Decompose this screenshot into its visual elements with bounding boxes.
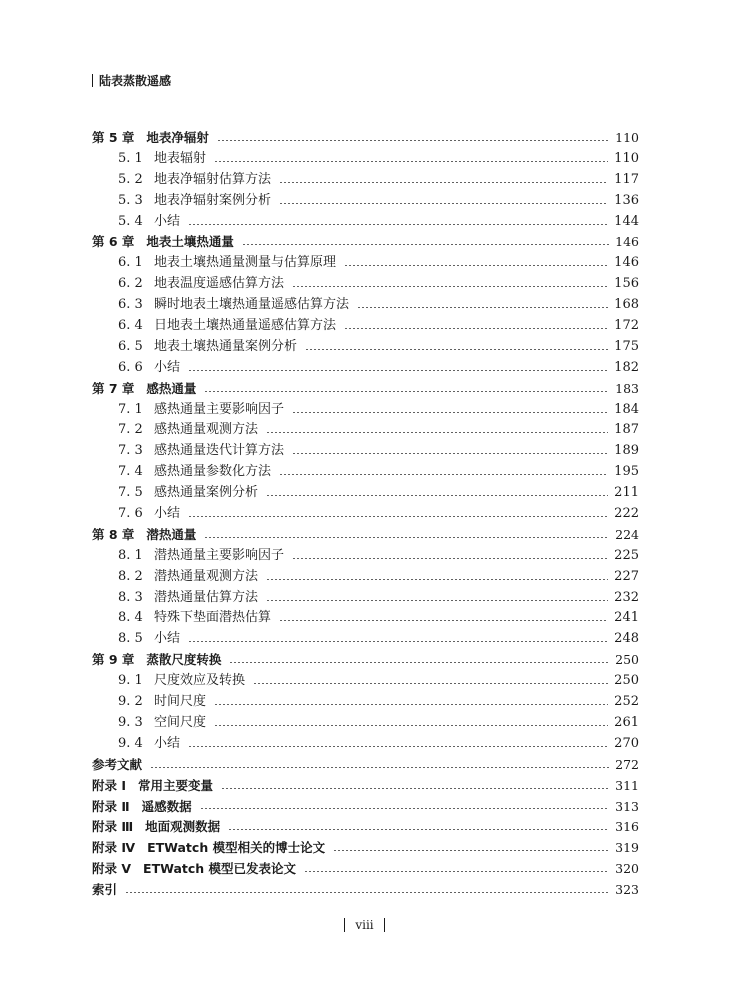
table-of-contents [92,128,639,901]
toc-section-entry[interactable] [92,441,639,462]
toc-section-entry[interactable] [92,420,639,441]
toc-entry-title: 小结 [154,506,181,522]
toc-entry-page: 261 [614,714,639,730]
toc-entry-title: 感热通量参数化方法 [154,464,272,480]
toc-entry-number: 5. 4 [118,213,143,229]
dot-leader [229,662,609,663]
toc-entry-page: 144 [614,213,639,229]
toc-entry-title: 小结 [154,359,181,375]
toc-entry-number: 9. 2 [118,694,143,710]
toc-entry-number: 6. 6 [118,359,143,375]
toc-chapter-entry[interactable] [92,650,639,671]
toc-entry-page: 270 [614,735,639,751]
dot-leader [266,600,608,601]
toc-entry-title: 感热通量案例分析 [154,485,259,501]
toc-entry-page: 117 [614,171,639,187]
toc-section-entry[interactable] [92,191,639,212]
toc-entry-title: ETWatch 模型已发表论文 [143,861,297,877]
toc-section-entry[interactable] [92,567,639,588]
toc-entry-page: 272 [615,756,639,772]
toc-entry-title: 感热通量观测方法 [154,422,259,438]
dot-leader [188,746,608,747]
toc-entry-page: 136 [614,192,639,208]
toc-entry-page: 323 [615,882,639,898]
toc-section-entry[interactable] [92,337,639,358]
dot-leader [125,892,609,893]
dot-leader [214,725,608,726]
toc-chapter-entry[interactable] [92,128,639,149]
toc-entry-title: 地面观测数据 [145,819,221,835]
toc-entry-page: 311 [615,777,639,793]
dot-leader [266,579,608,580]
toc-entry-title: 潜热通量估算方法 [154,589,259,605]
dot-leader [292,453,608,454]
toc-chapter-entry[interactable] [92,379,639,400]
toc-entry-number: 6. 5 [118,338,143,354]
toc-entry-number: 6. 2 [118,276,143,292]
toc-section-entry[interactable] [92,358,639,379]
toc-entry-number: 9. 1 [118,673,143,689]
toc-entry-title: 特殊下垫面潜热估算 [154,610,272,626]
toc-entry-page: 187 [614,422,639,438]
toc-section-entry[interactable] [92,149,639,170]
toc-entry-page: 320 [615,861,639,877]
toc-entry-number: 7. 4 [118,464,143,480]
toc-entry-page: 189 [614,443,639,459]
toc-entry-page: 182 [614,359,639,375]
dot-leader [279,203,608,204]
toc-entry-title: 常用主要变量 [138,777,214,793]
toc-entry-title: ETWatch 模型相关的博士论文 [147,840,326,856]
toc-entry-title: 潜热通量 [146,526,197,542]
toc-chapter-entry[interactable] [92,525,639,546]
toc-entry-page: 195 [614,464,639,480]
toc-entry-title: 蒸散尺度转换 [146,652,222,668]
toc-section-entry[interactable] [92,692,639,713]
toc-chapter-entry[interactable] [92,838,639,859]
toc-entry-page: 241 [614,610,639,626]
toc-entry-number: 9. 4 [118,735,143,751]
toc-entry-title: 感热通量迭代计算方法 [154,443,285,459]
toc-entry-title: 地表土壤热通量测量与估算原理 [154,255,337,271]
toc-entry-title: 日地表土壤热通量遥感估算方法 [154,318,337,334]
toc-section-entry[interactable] [92,462,639,483]
toc-entry-number: 附录 Ⅴ [92,861,132,877]
toc-chapter-entry[interactable] [92,776,639,797]
dot-leader [217,140,609,141]
toc-entry-page: 232 [614,589,639,605]
toc-chapter-entry[interactable] [92,232,639,253]
dot-leader [214,704,608,705]
toc-chapter-entry[interactable] [92,755,639,776]
toc-entry-title: 小结 [154,735,181,751]
dot-leader [253,683,608,684]
toc-section-entry[interactable] [92,483,639,504]
toc-entry-page: 168 [614,297,639,313]
dot-leader [204,391,609,392]
header-rule [92,74,93,87]
toc-entry-number: 7. 2 [118,422,143,438]
toc-entry-page: 222 [614,506,639,522]
dot-leader [266,432,608,433]
toc-entry-number: 第 6 章 [92,234,135,250]
dot-leader [188,516,608,517]
toc-entry-page: 313 [615,798,639,814]
toc-entry-title: 地表净辐射估算方法 [154,171,272,187]
dot-leader [344,265,608,266]
dot-leader [214,161,608,162]
toc-entry-title: 空间尺度 [154,714,207,730]
toc-entry-number: 附录 Ⅲ [92,819,134,835]
toc-entry-title: 小结 [154,631,181,647]
dot-leader [305,349,608,350]
toc-entry-page: 316 [615,819,639,835]
toc-entry-number: 附录 Ⅳ [92,840,136,856]
toc-entry-number: 7. 1 [118,401,143,417]
toc-entry-number: 第 9 章 [92,652,135,668]
toc-entry-page: 319 [615,840,639,856]
toc-entry-page: 110 [615,130,639,145]
dot-leader [188,370,608,371]
toc-entry-title: 地表温度遥感估算方法 [154,276,285,292]
toc-entry-title: 瞬时地表土壤热通量遥感估算方法 [154,297,350,313]
toc-entry-title: 时间尺度 [154,694,207,710]
toc-entry-title: 地表净辐射案例分析 [154,192,272,208]
dot-leader [266,495,608,496]
dot-leader [188,224,608,225]
toc-entry-number: 5. 3 [118,192,143,208]
toc-section-entry[interactable] [92,400,639,421]
dot-leader [279,474,608,475]
dot-leader [292,558,608,559]
dot-leader [292,412,608,413]
toc-section-entry[interactable] [92,546,639,567]
dot-leader [188,641,608,642]
toc-entry-number: 8. 3 [118,589,143,605]
running-title: 陆表蒸散遥感 [99,74,172,88]
toc-section-entry[interactable] [92,170,639,191]
toc-entry-page: 156 [614,276,639,292]
toc-entry-number: 9. 3 [118,714,143,730]
toc-entry-number: 5. 2 [118,171,143,187]
dot-leader [292,286,608,287]
dot-leader [221,788,609,789]
toc-section-entry[interactable] [92,253,639,274]
toc-section-entry[interactable] [92,588,639,609]
toc-entry-page: 110 [614,150,639,166]
dot-leader [333,850,609,851]
folio-left-rule [344,918,345,932]
toc-entry-page: 146 [614,255,639,271]
toc-entry-number: 8. 2 [118,568,143,584]
toc-section-entry[interactable] [92,212,639,233]
toc-entry-page: 184 [614,401,639,417]
dot-leader [279,182,608,183]
toc-section-entry[interactable] [92,671,639,692]
toc-entry-title: 参考文献 [92,756,143,772]
toc-chapter-entry[interactable] [92,797,639,818]
dot-leader [200,808,610,809]
toc-entry-page: 146 [615,234,639,250]
toc-entry-number: 第 7 章 [92,380,135,396]
toc-entry-title: 地表土壤热通量 [146,234,234,250]
dot-leader [242,244,609,245]
dot-leader [228,829,609,830]
toc-entry-page: 250 [615,652,639,668]
toc-entry-title: 潜热通量观测方法 [154,568,259,584]
toc-entry-number: 6. 4 [118,318,143,334]
toc-entry-number: 7. 6 [118,506,143,522]
toc-entry-page: 252 [614,694,639,710]
toc-entry-page: 227 [614,568,639,584]
toc-section-entry[interactable] [92,316,639,337]
toc-entry-number: 第 5 章 [92,130,135,145]
page-folio [0,918,729,935]
toc-entry-page: 211 [614,485,639,501]
toc-section-entry[interactable] [92,713,639,734]
toc-chapter-entry[interactable] [92,880,639,901]
dot-leader [357,307,608,308]
toc-entry-number: 附录 Ⅱ [92,798,130,814]
folio-right-rule [384,918,385,932]
toc-entry-page: 183 [615,380,639,396]
toc-entry-page: 172 [614,318,639,334]
toc-entry-number: 7. 3 [118,443,143,459]
toc-section-entry[interactable] [92,629,639,650]
toc-section-entry[interactable] [92,734,639,755]
toc-entry-number: 第 8 章 [92,526,135,542]
toc-entry-title: 潜热通量主要影响因子 [154,547,285,563]
toc-entry-number: 6. 1 [118,255,143,271]
toc-entry-title: 感热通量 [146,380,197,396]
toc-entry-title: 地表净辐射 [146,130,209,145]
toc-entry-title: 地表辐射 [154,150,207,166]
toc-entry-page: 225 [614,547,639,563]
dot-leader [204,537,609,538]
toc-chapter-entry[interactable] [92,817,639,838]
toc-entry-title: 遥感数据 [141,798,192,814]
toc-entry-number: 7. 5 [118,485,143,501]
toc-entry-number: 附录 Ⅰ [92,777,127,793]
toc-entry-title: 索引 [92,882,118,898]
toc-entry-number: 8. 1 [118,547,143,563]
dot-leader [150,767,609,768]
toc-entry-page: 250 [614,673,639,689]
toc-entry-title: 地表土壤热通量案例分析 [154,338,298,354]
toc-section-entry[interactable] [92,504,639,525]
toc-entry-number: 6. 3 [118,297,143,313]
toc-entry-number: 8. 4 [118,610,143,626]
toc-entry-page: 248 [614,631,639,647]
toc-section-entry[interactable] [92,274,639,295]
toc-entry-page: 224 [615,526,639,542]
toc-entry-title: 小结 [154,213,181,229]
toc-entry-title: 感热通量主要影响因子 [154,401,285,417]
dot-leader [304,871,609,872]
dot-leader [344,328,608,329]
toc-entry-number: 8. 5 [118,631,143,647]
toc-entry-page: 175 [614,338,639,354]
running-head [92,72,171,89]
toc-section-entry[interactable] [92,608,639,629]
dot-leader [279,620,608,621]
toc-entry-number: 5. 1 [118,150,143,166]
toc-section-entry[interactable] [92,295,639,316]
folio-number: viii [355,918,374,932]
toc-entry-title: 尺度效应及转换 [154,673,246,689]
toc-chapter-entry[interactable] [92,859,639,880]
